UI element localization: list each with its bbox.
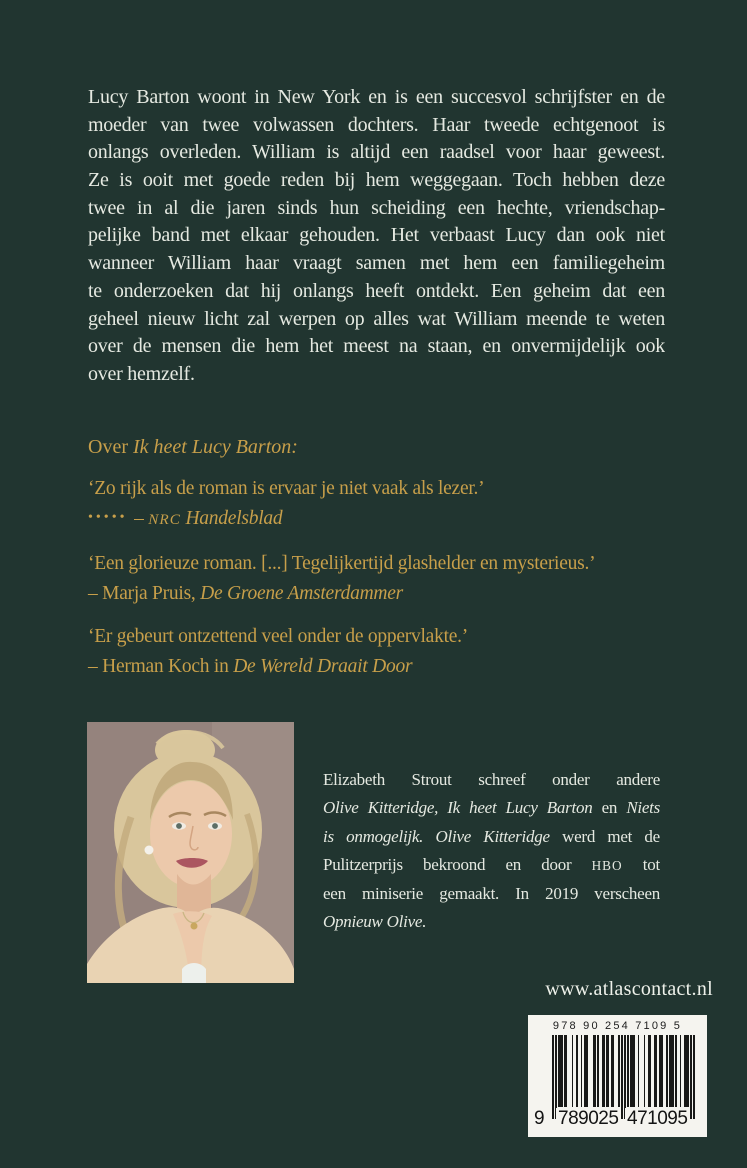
barcode-bar [624,1035,626,1119]
author-bio [323,766,660,936]
barcode-bar [633,1035,635,1107]
barcode-bar [618,1035,620,1107]
synopsis-line: over hemzelf. [88,362,195,385]
reviews-heading-book-title: Ik heet Lucy Barton: [132,436,298,458]
review-attribution [88,504,688,536]
review-quote: ‘Er gebeurt ontzettend veel onder de oppervlakte.’ [88,626,469,647]
synopsis-line: geheel nieuw licht zal werpen op alles wat William meende te weten [88,307,665,330]
barcode-bar [693,1035,695,1119]
bio-line [323,823,660,851]
reviews-heading [88,434,298,460]
barcode-bar [566,1035,568,1107]
barcode-bar [680,1035,682,1107]
review-attribution [88,579,688,609]
barcode-bar [594,1035,596,1107]
barcode-bar [597,1035,599,1107]
review [88,622,688,682]
review-quote: ‘Een glorieuze roman. [...] Tegelijkertijd glashelder en mysterieus.’ [88,553,596,574]
barcode-bar [638,1035,640,1107]
synopsis [88,84,665,389]
reviews-heading-prefix: Over [88,436,133,458]
publisher-website: www.atlascontact.nl [545,978,713,1000]
text-segment: – Herman Koch in [88,656,234,677]
text-segment: Pulitzerprijs bekroond en door [323,855,592,875]
barcode-digit-group: 9 [534,1108,545,1129]
rating-stars: ••••• [88,510,128,525]
bio-line [323,851,660,879]
review [88,549,688,609]
barcode-bar [555,1035,557,1119]
barcode-bars [552,1035,695,1119]
barcode-bar [576,1035,578,1107]
barcode-bar [621,1035,623,1119]
text-segment: NRC [148,511,181,528]
barcode-bar [675,1035,677,1107]
review-attribution [88,652,688,682]
text-segment: Olive Kitteridge, Ik heet Lucy Barton [323,798,593,818]
text-segment: een miniserie gemaakt. In 2019 verscheen [323,883,660,903]
barcode-bar [662,1035,664,1107]
bio-line [323,794,660,822]
barcode-digit-group: 789025 [558,1108,619,1129]
text-segment: De Groene Amsterdammer [200,583,403,604]
text-segment: Opnieuw Olive. [323,911,427,931]
bio-line [323,880,660,908]
review [88,474,688,536]
text-segment: HBO [591,858,623,874]
barcode-bar [587,1035,589,1107]
text-segment: – [129,508,149,529]
synopsis-line: Ze is ooit met goede reden bij hem weggegaan. Toch hebben deze [88,169,665,192]
text-segment: tot [622,855,660,875]
barcode-bar [687,1035,689,1107]
barcode-bar [644,1035,646,1107]
synopsis-line: moeder van twee volwassen dochters. Haar tweede echtgenoot is [88,113,665,136]
barcode-isbn-text: 978 90 254 7109 5 [552,1020,683,1032]
barcode-bar [656,1035,658,1107]
synopsis-line: pelijke band met elkaar gehouden. Het verbaast Lucy dan ook niet [88,224,665,247]
synopsis-line: onlangs overleden. William is altijd een raadsel voor haar geweest. [88,141,665,164]
text-segment: is onmogelijk. Olive Kitteridge [323,826,550,846]
synopsis-line: wanneer William haar vraagt samen met hem een familiegeheim [88,252,665,275]
barcode [528,1015,707,1137]
barcode-bar [572,1035,574,1107]
review-quote: ‘Zo rijk als de roman is ervaar je niet vaak als lezer.’ [88,478,485,499]
text-segment: Handelsblad [180,508,283,529]
text-segment: Elizabeth Strout schreef onder andere [323,770,660,789]
barcode-bar [672,1035,674,1107]
synopsis-line: Lucy Barton woont in New York en is een succesvol schrijfster en de [88,86,665,108]
barcode-bar [650,1035,652,1107]
synopsis-line: twee in al die jaren sinds hun scheiding een hechte, vriendschap- [88,196,665,219]
text-segment: De Wereld Draait Door [233,656,413,677]
text-segment: werd met de [549,826,660,846]
barcode-bar [581,1035,583,1107]
author-photo-illustration [87,722,294,983]
text-segment: – Marja Pruis, [88,583,201,604]
synopsis-line: te onderzoeken dat hij onlangs heeft ontdekt. Een geheim dat een [88,279,665,302]
barcode-bar [627,1035,629,1107]
barcode-bar [666,1035,668,1107]
synopsis-line: over de mensen die hem het meest na staan, en onvermijdelijk ook [88,335,665,358]
barcode-bar [690,1035,692,1119]
review-quotes [88,474,688,695]
barcode-bar [603,1035,605,1107]
barcode-digit-group: 471095 [627,1108,688,1129]
text-segment: Niets [626,798,660,818]
barcode-bar [612,1035,614,1107]
barcode-bar [552,1035,554,1119]
bio-line [323,908,660,936]
barcode-bar [608,1035,610,1107]
text-segment: en [592,798,627,818]
barcode-bar [561,1035,563,1107]
barcode-digits [528,1108,707,1132]
bio-line [323,766,660,794]
author-photo [87,722,294,983]
